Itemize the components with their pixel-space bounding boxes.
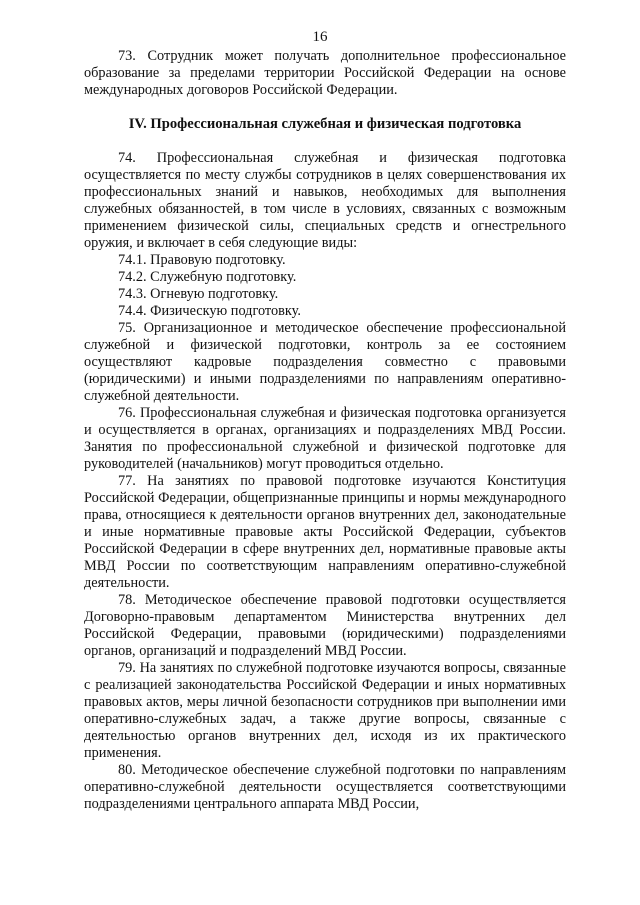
document-body — [84, 48, 566, 813]
paragraph-78: 78. Методическое обеспечение правовой подготовки осуществляется Договорно-правовым департаментом Министерства внутренних дел Российской Федерации, правовыми (юридическими) подразделениями органов, организаций и подразделений МВД России. — [84, 592, 566, 659]
paragraph-74-4: 74.4. Физическую подготовку. — [118, 303, 301, 319]
paragraph-79: 79. На занятиях по служебной подготовке изучаются вопросы, связанные с реализацией законодательства Российской Федерации и иных нормативных правовых актов, меры личной безопасности сотрудников при выполнении ими оперативно-служебных задач, а также другие вопросы, связанные с деятельностью органов внутренних дел, исходя из их практического применения. — [84, 660, 566, 761]
page-number: 16 — [312, 29, 328, 45]
paragraph-75: 75. Организационное и методическое обеспечение профессиональной служебной и физической подготовки, контроль за ее состоянием осуществляют кадровые подразделения совместно с правовыми (юридическими) и иными подразделениями по направлениям оперативно-служебной деятельности. — [84, 320, 566, 404]
paragraph-74-2: 74.2. Служебную подготовку. — [118, 269, 297, 285]
paragraph-74-1: 74.1. Правовую подготовку. — [118, 252, 286, 268]
section-heading: IV. Профессиональная служебная и физическая подготовка — [128, 116, 522, 132]
paragraph-73: 73. Сотрудник может получать дополнительное профессиональное образование за пределами территории Российской Федерации на основе международных договоров Российской Федерации. — [84, 48, 566, 98]
paragraph-74-3: 74.3. Огневую подготовку. — [118, 286, 279, 302]
paragraph-76: 76. Профессиональная служебная и физическая подготовка организуется и осуществляется в органах, организациях и подразделениях МВД России. Занятия по профессиональной служебной и физической подготовке для руководителей (начальников) могут проводиться отдельно. — [84, 405, 566, 472]
paragraph-74: 74. Профессиональная служебная и физическая подготовка осуществляется по месту службы сотрудников в целях совершенствования их профессиональных знаний и навыков, необходимых для выполнения служебных обязанностей, в том числе в условиях, связанных с возможным применением физической силы, специальных средств и огнестрельного оружия, и включает в себя следующие виды: — [84, 150, 566, 251]
paragraph-77: 77. На занятиях по правовой подготовке изучаются Конституция Российской Федерации, общепризнанные принципы и нормы международного права, относящиеся к деятельности органов внутренних дел, законодательные и иные нормативные правовые акты Российской Федерации, субъектов Российской Федерации в сфере внутренних дел, нормативные правовые акты МВД России по соответствующим направлениям оперативно-служебной деятельности. — [84, 473, 566, 591]
paragraph-80: 80. Методическое обеспечение служебной подготовки по направлениям оперативно-служебной деятельности осуществляется соответствующими подразделениями центрального аппарата МВД России, — [84, 762, 566, 812]
